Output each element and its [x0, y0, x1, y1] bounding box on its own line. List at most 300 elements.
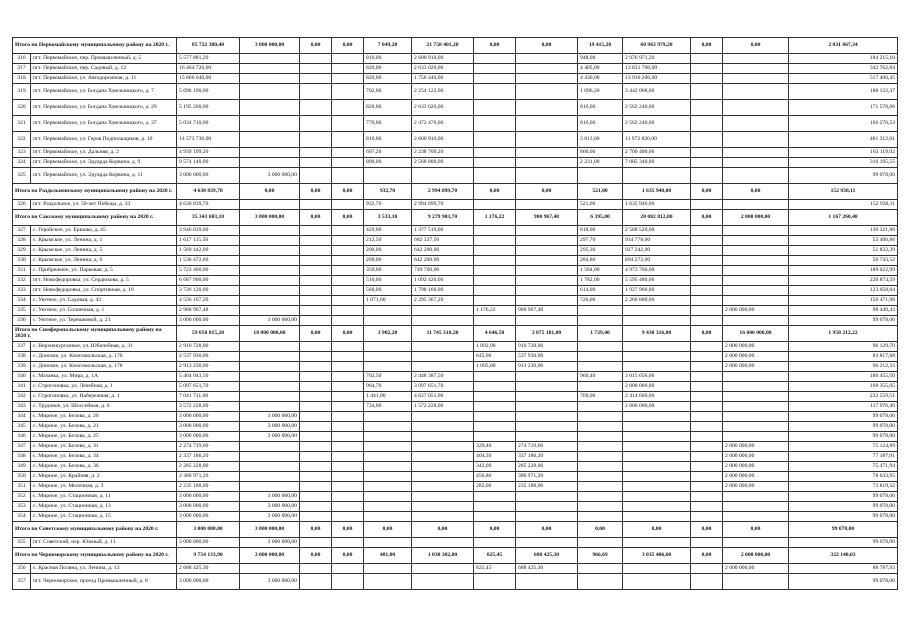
value-cell — [332, 412, 364, 422]
value-cell — [578, 306, 623, 316]
value-cell: 295,30 — [578, 246, 623, 256]
table-row — [13, 472, 898, 482]
value-cell: 184 215,10 — [789, 54, 898, 64]
value-cell — [578, 492, 623, 502]
value-cell — [474, 574, 516, 590]
value-cell — [691, 382, 723, 392]
value-cell — [474, 100, 516, 116]
value-cell: 130 321,88 — [789, 226, 898, 236]
value-cell: 0,00 — [691, 38, 723, 54]
value-cell — [516, 74, 578, 84]
value-cell: 78 633,95 — [789, 472, 898, 482]
value-cell — [691, 574, 723, 590]
value-cell: 212,50 — [364, 236, 412, 246]
value-cell: 7 005 340,00 — [623, 158, 691, 168]
value-cell — [300, 100, 332, 116]
table-row — [13, 462, 898, 472]
value-cell — [474, 402, 516, 412]
value-cell — [474, 422, 516, 432]
value-cell — [364, 412, 412, 422]
value-cell: 3 000 000,00 — [240, 432, 300, 442]
value-cell: 537 930,00 — [516, 352, 578, 362]
value-cell: 481 312,01 — [789, 132, 898, 148]
value-cell — [332, 392, 364, 402]
value-cell: 1 176,22 — [474, 306, 516, 316]
value-cell — [691, 492, 723, 502]
value-cell — [332, 502, 364, 512]
address-cell: с. Строгоновка, ул. Набережная, д. 1 — [31, 392, 177, 402]
value-cell: 3 000 000,00 — [177, 168, 240, 184]
value-cell: 150 471,98 — [789, 296, 898, 306]
value-cell: 96 129,70 — [789, 342, 898, 352]
value-cell: 3 000 000,00 — [177, 512, 240, 522]
value-cell: 9 430 316,00 — [623, 326, 691, 342]
address-cell: пгт. Черноморское, проезд Промышленный, д. 8 — [31, 574, 177, 590]
value-cell — [578, 168, 623, 184]
value-cell: 1 756 440,00 — [412, 74, 474, 84]
value-cell — [300, 502, 332, 512]
value-cell: 927 242,00 — [623, 246, 691, 256]
value-cell — [578, 538, 623, 548]
address-cell: пгт. Первомайское, ул. Богдана Хмельницкого, д. 37 — [31, 116, 177, 132]
value-cell: 521,00 — [578, 184, 623, 200]
value-cell: 59 050 815,20 — [177, 326, 240, 342]
value-cell: 3 000 000,00 — [240, 316, 300, 326]
value-cell — [691, 442, 723, 452]
value-cell: 4 630 839,70 — [177, 200, 240, 210]
table-row — [13, 236, 898, 246]
value-cell — [474, 200, 516, 210]
value-cell: 2 000 000,00 — [623, 402, 691, 412]
value-cell — [412, 482, 474, 492]
value-cell: 2 700 400,00 — [623, 148, 691, 158]
value-cell: 3 000 000,00 — [177, 432, 240, 442]
table-row — [13, 502, 898, 512]
address-cell: с. Уютное, ул. Терешковой, д. 21 — [31, 316, 177, 326]
value-cell — [723, 200, 789, 210]
value-cell — [723, 74, 789, 84]
table-row — [13, 132, 898, 148]
value-cell: 1 441,00 — [364, 392, 412, 402]
value-cell — [723, 512, 789, 522]
value-cell — [474, 492, 516, 502]
value-cell — [300, 148, 332, 158]
value-cell: 337 186,20 — [516, 452, 578, 462]
value-cell — [332, 362, 364, 372]
value-cell: 99 078,00 — [789, 422, 898, 432]
table-row — [13, 452, 898, 462]
value-cell: 820,00 — [364, 100, 412, 116]
value-cell — [332, 402, 364, 412]
value-cell: 702,00 — [364, 84, 412, 100]
address-cell: с. Мирное, ул. Крайняя, д. 2 — [31, 472, 177, 482]
value-cell — [300, 462, 332, 472]
value-cell: 316 195,55 — [789, 158, 898, 168]
value-cell — [474, 502, 516, 512]
value-cell: 2 600 910,00 — [412, 54, 474, 64]
row-number: 329 — [13, 246, 31, 256]
value-cell — [691, 246, 723, 256]
value-cell — [516, 100, 578, 116]
value-cell — [723, 84, 789, 100]
value-cell: 934 778,00 — [623, 236, 691, 246]
value-cell — [332, 432, 364, 442]
value-cell: 322 140,03 — [789, 548, 898, 564]
value-cell — [578, 382, 623, 392]
value-cell — [623, 512, 691, 522]
value-cell — [364, 512, 412, 522]
value-cell: 3 097 651,70 — [412, 382, 474, 392]
value-cell — [300, 422, 332, 432]
value-cell — [240, 54, 300, 64]
value-cell — [300, 538, 332, 548]
value-cell: 235 188,00 — [516, 482, 578, 492]
value-cell — [240, 382, 300, 392]
value-cell: 0,00 — [516, 184, 578, 200]
value-cell — [364, 482, 412, 492]
value-cell — [691, 452, 723, 462]
row-number: 354 — [13, 512, 31, 522]
value-cell — [516, 286, 578, 296]
value-cell — [723, 492, 789, 502]
value-cell: 1 569 442,00 — [177, 246, 240, 256]
value-cell — [332, 442, 364, 452]
value-cell — [332, 168, 364, 184]
value-cell — [412, 442, 474, 452]
value-cell: 816,00 — [578, 100, 623, 116]
value-cell: 0,00 — [332, 548, 364, 564]
value-cell: 688 425,30 — [516, 564, 578, 574]
row-number: 317 — [13, 64, 31, 74]
value-cell — [300, 452, 332, 462]
value-cell — [364, 422, 412, 432]
value-cell — [300, 472, 332, 482]
value-cell — [474, 226, 516, 236]
value-cell: 6 687 900,00 — [177, 276, 240, 286]
table-row — [13, 422, 898, 432]
value-cell: 14 573 730,00 — [177, 132, 240, 148]
value-cell — [474, 432, 516, 442]
value-cell — [516, 168, 578, 184]
value-cell — [300, 482, 332, 492]
value-cell — [240, 392, 300, 402]
value-cell: 0,00 — [364, 522, 412, 538]
value-cell: 932,70 — [364, 200, 412, 210]
value-cell — [623, 482, 691, 492]
value-cell: 2 231,00 — [578, 158, 623, 168]
value-cell: 429,00 — [364, 226, 412, 236]
value-cell — [412, 502, 474, 512]
address-cell: с. Крымское, ул. Ленина, д. 1 — [31, 236, 177, 246]
value-cell: 1 536 472,00 — [177, 256, 240, 266]
row-number: 322 — [13, 132, 31, 148]
value-cell: 297,70 — [578, 236, 623, 246]
value-cell: 825,45 — [474, 548, 516, 564]
value-cell: 3 902,20 — [364, 326, 412, 342]
value-cell: 0,00 — [332, 38, 364, 54]
value-cell: 0,00 — [300, 184, 332, 200]
value-cell — [300, 492, 332, 502]
value-cell: 820,00 — [364, 64, 412, 74]
value-cell — [516, 412, 578, 422]
subtotal-row — [13, 210, 898, 226]
value-cell — [691, 158, 723, 168]
value-cell: 51 832,39 — [789, 246, 898, 256]
address-cell: пгт. Первомайское, пер. Промышленный, д. 5 — [31, 54, 177, 64]
row-number: 344 — [13, 412, 31, 422]
value-cell: 825,45 — [474, 564, 516, 574]
address-cell: с. Уютное, ул. Солнечная, д. 1 — [31, 306, 177, 316]
value-cell: 1 782,00 — [578, 276, 623, 286]
value-cell — [300, 574, 332, 590]
value-cell — [623, 342, 691, 352]
value-cell — [691, 132, 723, 148]
value-cell: 3 000 000,00 — [177, 574, 240, 590]
value-cell: 810,00 — [364, 132, 412, 148]
value-cell — [412, 316, 474, 326]
value-cell — [412, 564, 474, 574]
value-cell: 7 041 711,00 — [177, 392, 240, 402]
value-cell — [300, 226, 332, 236]
value-cell — [364, 432, 412, 442]
row-number: 352 — [13, 492, 31, 502]
value-cell: 2 295 367,20 — [412, 296, 474, 306]
value-cell: 50 743,52 — [789, 256, 898, 266]
row-number: 318 — [13, 74, 31, 84]
value-cell: 60 963 979,20 — [623, 38, 691, 54]
value-cell: 35 343 683,18 — [177, 210, 240, 226]
value-cell — [412, 168, 474, 184]
value-cell: 2 000 000,00 — [723, 548, 789, 564]
value-cell: 15 666 640,00 — [177, 74, 240, 84]
value-cell — [516, 492, 578, 502]
value-cell: 697,20 — [364, 148, 412, 158]
value-cell — [623, 432, 691, 442]
address-cell: с. Мирное, ул. Белова, д. 20 — [31, 412, 177, 422]
value-cell: 3 000 000,00 — [240, 168, 300, 184]
row-number: 355 — [13, 538, 31, 548]
value-cell — [364, 316, 412, 326]
value-cell: 0,00 — [516, 38, 578, 54]
value-cell — [412, 432, 474, 442]
value-cell — [516, 382, 578, 392]
value-cell: 645,00 — [474, 352, 516, 362]
value-cell — [364, 462, 412, 472]
value-cell: 2 274 719,60 — [177, 442, 240, 452]
value-cell — [364, 472, 412, 482]
value-cell — [332, 352, 364, 362]
value-cell — [691, 502, 723, 512]
table-row — [13, 392, 898, 402]
value-cell — [691, 148, 723, 158]
value-cell — [723, 412, 789, 422]
value-cell — [364, 574, 412, 590]
value-cell — [332, 236, 364, 246]
value-cell — [623, 168, 691, 184]
value-cell — [723, 168, 789, 184]
value-cell: 96 212,33 — [789, 362, 898, 372]
value-cell — [516, 256, 578, 266]
row-number: 323 — [13, 148, 31, 158]
value-cell: 85 722 380,40 — [177, 38, 240, 54]
value-cell — [240, 226, 300, 236]
value-cell — [332, 148, 364, 158]
value-cell: 2 980 967,48 — [177, 306, 240, 316]
value-cell — [691, 74, 723, 84]
value-cell — [516, 64, 578, 74]
value-cell — [474, 412, 516, 422]
row-number: 341 — [13, 382, 31, 392]
value-cell — [578, 362, 623, 372]
table-row — [13, 148, 898, 158]
value-cell — [516, 276, 578, 286]
value-cell — [364, 492, 412, 502]
value-cell — [332, 266, 364, 276]
value-cell — [623, 462, 691, 472]
value-cell — [623, 538, 691, 548]
value-cell: 720,00 — [578, 296, 623, 306]
row-number: 320 — [13, 100, 31, 116]
value-cell — [723, 256, 789, 266]
row-number: 326 — [13, 200, 31, 210]
value-cell — [691, 276, 723, 286]
table-row — [13, 492, 898, 502]
value-cell — [691, 512, 723, 522]
address-cell: пгт. Первомайское, ул. Героя Подпольщиков, д. 10 — [31, 132, 177, 148]
subtotal-row — [13, 38, 898, 54]
value-cell: 2 562 240,00 — [623, 116, 691, 132]
value-cell — [332, 246, 364, 256]
value-cell: 5 577 881,20 — [177, 54, 240, 64]
value-cell — [516, 422, 578, 432]
value-cell — [691, 402, 723, 412]
address-cell: с. Донское, ул. Комсомольская, д. 178 — [31, 362, 177, 372]
value-cell: 200,00 — [364, 246, 412, 256]
value-cell — [332, 564, 364, 574]
value-cell: 18 000 000,00 — [240, 326, 300, 342]
value-cell — [332, 54, 364, 64]
value-cell — [474, 538, 516, 548]
value-cell — [578, 422, 623, 432]
row-number: 333 — [13, 286, 31, 296]
value-cell — [516, 392, 578, 402]
value-cell: 168 355,05 — [789, 382, 898, 392]
value-cell — [240, 158, 300, 168]
value-cell — [364, 342, 412, 352]
value-cell: 0,00 — [240, 184, 300, 200]
value-cell: 99 078,00 — [789, 538, 898, 548]
row-number: 338 — [13, 352, 31, 362]
value-cell — [332, 482, 364, 492]
value-cell: 380 971,20 — [516, 472, 578, 482]
value-cell: 642 200,00 — [412, 246, 474, 256]
value-cell: 1 176,22 — [474, 210, 516, 226]
value-cell: 4 646,50 — [474, 326, 516, 342]
value-cell — [516, 538, 578, 548]
value-cell — [623, 502, 691, 512]
address-cell: пгт. Раздольное, ул. 50-лет Победы, д. 33 — [31, 200, 177, 210]
value-cell: 3 000 000,00 — [240, 574, 300, 590]
row-number: 325 — [13, 168, 31, 184]
row-number: 335 — [13, 306, 31, 316]
value-cell: 769,00 — [578, 392, 623, 402]
value-cell — [691, 54, 723, 64]
value-cell — [723, 392, 789, 402]
table-row — [13, 402, 898, 412]
table-row — [13, 168, 898, 184]
value-cell: 0,00 — [516, 522, 578, 538]
value-cell — [474, 246, 516, 256]
value-cell: 16 464 720,00 — [177, 64, 240, 74]
address-cell: с. Прибрежное, ул. Парковая, д. 5 — [31, 266, 177, 276]
row-number: 331 — [13, 266, 31, 276]
table-row — [13, 100, 898, 116]
value-cell — [300, 316, 332, 326]
table-row — [13, 574, 898, 590]
address-cell: с. Красная Поляна, ул. Ленина, д. 13 — [31, 564, 177, 574]
district-total-label: Итого по Раздольненскому муниципальному району на 2020 г. — [13, 184, 177, 200]
value-cell: 4 556 167,20 — [177, 296, 240, 306]
value-cell — [300, 276, 332, 286]
value-cell — [240, 472, 300, 482]
value-cell: 21 758 401,20 — [412, 38, 474, 54]
value-cell: 4 430,00 — [578, 74, 623, 84]
value-cell — [364, 442, 412, 452]
value-cell: 682 337,50 — [412, 236, 474, 246]
value-cell — [623, 412, 691, 422]
value-cell: 0,00 — [691, 184, 723, 200]
value-cell: 966,69 — [578, 548, 623, 564]
address-cell: с. Уютное, ул. Садовая, д. 43 — [31, 296, 177, 306]
value-cell — [364, 352, 412, 362]
value-cell — [332, 574, 364, 590]
value-cell — [412, 422, 474, 432]
value-cell — [240, 246, 300, 256]
value-cell — [474, 116, 516, 132]
value-cell: 0,00 — [332, 210, 364, 226]
value-cell — [332, 422, 364, 432]
address-cell: с. Верхнекурганное, ул. Юбилейная, д. 31 — [31, 342, 177, 352]
row-number: 332 — [13, 276, 31, 286]
address-cell: с. Мирное, ул. Молочная, д. 3 — [31, 482, 177, 492]
value-cell — [240, 462, 300, 472]
value-cell — [474, 54, 516, 64]
value-cell — [412, 472, 474, 482]
address-cell: пгт. Новофедоровка, ул. Спортивная, д. 10 — [31, 286, 177, 296]
value-cell — [623, 452, 691, 462]
value-cell: 2 380 971,20 — [177, 472, 240, 482]
row-number: 353 — [13, 502, 31, 512]
value-cell: 2 000 000,00 — [723, 462, 789, 472]
value-cell — [332, 472, 364, 482]
value-cell: 2 000 000,00 — [723, 482, 789, 492]
value-cell: 2 000 000,00 — [723, 564, 789, 574]
address-cell: с. Мирное, ул. Белова, д. 21 — [31, 422, 177, 432]
value-cell: 3 015 656,00 — [623, 372, 691, 382]
value-cell: 0,00 — [691, 326, 723, 342]
value-cell: 0,00 — [723, 184, 789, 200]
value-cell — [240, 452, 300, 462]
value-cell: 6 395,80 — [578, 210, 623, 226]
value-cell: 98 449,43 — [789, 306, 898, 316]
value-cell: 0,00 — [623, 522, 691, 538]
value-cell: 4 973 760,00 — [623, 266, 691, 276]
value-cell — [691, 412, 723, 422]
address-cell: пгт. Первомайское, ул. Автодорожная, д. 11 — [31, 74, 177, 84]
value-cell: 1 617 115,50 — [177, 236, 240, 246]
value-cell — [723, 226, 789, 236]
value-cell: 404,30 — [474, 452, 516, 462]
